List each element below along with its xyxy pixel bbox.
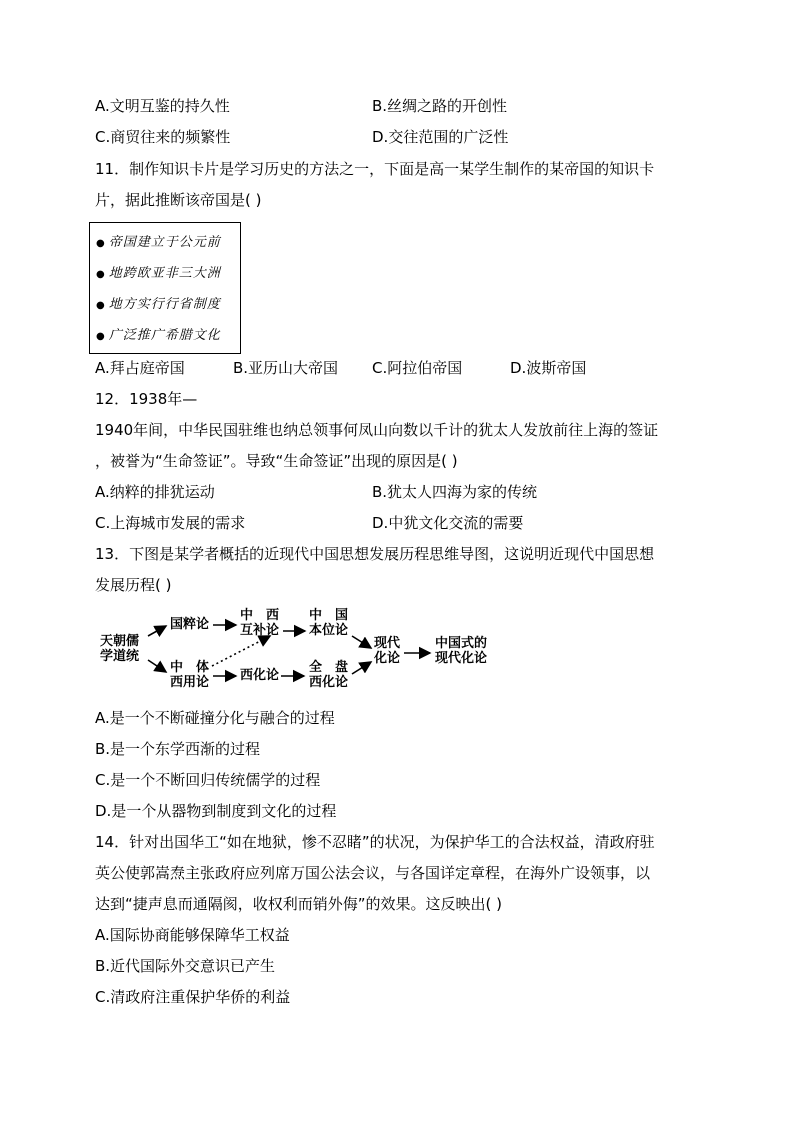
arrow <box>352 662 371 674</box>
q12-option-d: D.中犹文化交流的需要 <box>372 514 524 532</box>
q13-option-d: D.是一个从器物到制度到文化的过程 <box>95 802 337 820</box>
q11-stem-line1: 11．制作知识卡片是学习历史的方法之一，下面是高一某学生制作的某帝国的知识卡 <box>95 160 655 178</box>
q10-option-a: A.文明互鉴的持久性 <box>95 97 230 115</box>
card-item: ● 广泛推广希腊文化 <box>96 328 221 343</box>
q14-stem-line3: 达到“捷声息而通隔阂，收权利而销外侮”的效果。这反映出( ) <box>95 895 503 913</box>
q14-option-b: B.近代国际外交意识已产生 <box>95 957 276 975</box>
q11-option-d: D.波斯帝国 <box>510 359 587 377</box>
q12-option-b: B.犹太人四海为家的传统 <box>372 483 538 501</box>
q11-option-b: B.亚历山大帝国 <box>233 359 339 377</box>
q14-option-a: A.国际协商能够保障华工权益 <box>95 926 290 944</box>
q12-option-c: C.上海城市发展的需求 <box>95 514 246 532</box>
knowledge-card <box>89 222 241 354</box>
q12-option-a: A.纳粹的排犹运动 <box>95 483 215 501</box>
card-item: ● 地跨欧亚非三大洲 <box>96 266 221 281</box>
node-xiandaihua: 现代 化论 <box>374 636 401 666</box>
q13-option-a: A.是一个不断碰撞分化与融合的过程 <box>95 709 335 727</box>
node-zhongxi-hubu: 中 西 互补论 <box>240 608 280 638</box>
node-zhongguo-benwei: 中 国 本位论 <box>309 608 349 638</box>
q11-option-c: C.阿拉伯帝国 <box>372 359 463 377</box>
node-tianchao-rujia: 天朝儒 学道统 <box>100 634 140 664</box>
node-xihua: 西化论 <box>240 668 280 683</box>
bullet-icon: ● <box>96 269 106 280</box>
q14-stem-line1: 14．针对出国华工“如在地狱，惨不忍睹”的状况，为保护华工的合法权益，清政府驻 <box>95 833 655 851</box>
card-item: ● 帝国建立于公元前 <box>96 235 221 250</box>
q11-stem-line2: 片，据此推断该帝国是( ) <box>95 191 262 209</box>
dotted-arrow <box>212 636 270 666</box>
q10-option-b: B.丝绸之路的开创性 <box>372 97 508 115</box>
card-item: ● 地方实行行省制度 <box>96 297 221 312</box>
node-quanpan-xihua: 全 盘 西化论 <box>309 660 349 690</box>
arrow <box>148 626 166 636</box>
q14-stem-line2: 英公使郭嵩焘主张政府应列席万国公法会议，与各国详定章程，在海外广设领事，以 <box>95 864 651 882</box>
q13-option-b: B.是一个东学西渐的过程 <box>95 740 261 758</box>
node-zhongguoshi-xiandaihua: 中国式的 现代化论 <box>435 636 488 666</box>
arrow <box>352 636 371 648</box>
bullet-icon: ● <box>96 300 106 311</box>
q12-stem-line3: ，被誉为“生命签证”。导致“生命签证”出现的原因是( ) <box>95 452 458 470</box>
node-zhongti-xiyong: 中 体 西用论 <box>170 660 210 690</box>
q11-option-a: A.拜占庭帝国 <box>95 359 185 377</box>
q13-option-c: C.是一个不断回归传统儒学的过程 <box>95 771 321 789</box>
thought-mind-map <box>100 604 500 696</box>
q13-stem-line1: 13．下图是某学者概括的近现代中国思想发展历程思维导图，这说明近现代中国思想 <box>95 545 655 563</box>
q12-stem-line2: 1940年间，中华民国驻维也纳总领事何凤山向数以千计的犹太人发放前往上海的签证 <box>95 421 659 439</box>
bullet-icon: ● <box>96 331 106 342</box>
q13-stem-line2: 发展历程( ) <box>95 576 172 594</box>
bullet-icon: ● <box>96 238 106 249</box>
q14-option-c: C.清政府注重保护华侨的利益 <box>95 988 291 1006</box>
node-guocui: 国粹论 <box>170 617 210 632</box>
q12-stem-line1: 12．1938年— <box>95 390 198 408</box>
q10-option-c: C.商贸往来的频繁性 <box>95 128 231 146</box>
q10-option-d: D.交往范围的广泛性 <box>372 128 509 146</box>
arrow <box>148 660 166 672</box>
